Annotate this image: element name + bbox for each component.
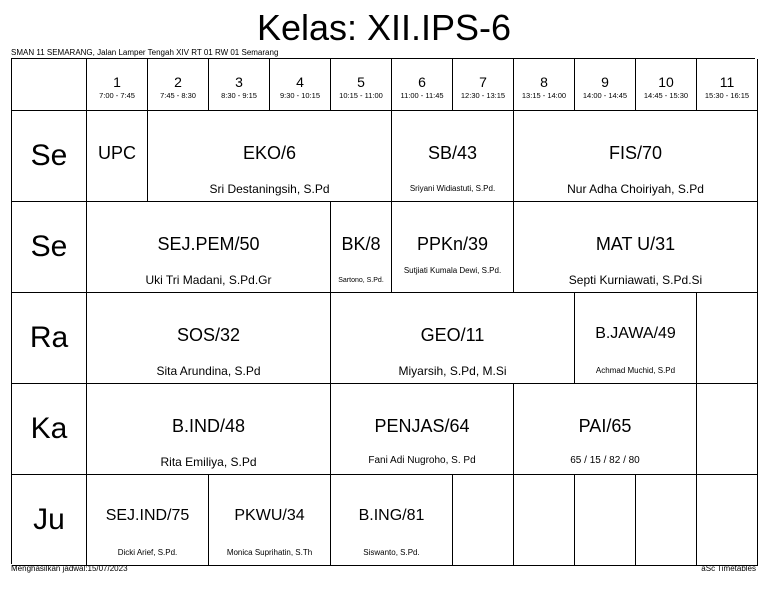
lesson-subject: PAI/65	[578, 416, 632, 436]
period-header	[148, 59, 209, 111]
period-time: 15:30 - 16:15	[704, 90, 750, 100]
lesson-subject: SOS/32	[176, 325, 241, 345]
period-time: 7:00 - 7:45	[99, 90, 135, 100]
lesson-subject: PPKn/39	[416, 234, 489, 254]
lesson-teacher: Septi Kurniawati, S.Pd.Si	[568, 273, 703, 287]
lesson-cell	[148, 111, 392, 202]
lesson-teacher: 65 / 15 / 82 / 80	[570, 455, 640, 466]
lesson-teacher: Achmad Muchid, S.Pd	[595, 366, 676, 375]
period-time: 14:00 - 14:45	[582, 90, 628, 100]
lesson-subject: B.IND/48	[171, 416, 246, 436]
period-header	[270, 59, 331, 111]
timetable-grid	[11, 58, 755, 564]
lesson-teacher: Siswanto, S.Pd.	[363, 548, 420, 557]
lesson-subject: PENJAS/64	[374, 416, 470, 436]
lesson-cell	[514, 202, 758, 293]
period-time: 11:00 - 11:45	[400, 90, 444, 100]
period-header	[636, 59, 697, 111]
page-title: Kelas: XII.IPS-6	[256, 7, 512, 48]
period-header	[87, 59, 148, 111]
period-time: 12:30 - 13:15	[460, 90, 506, 100]
lesson-subject: PKWU/34	[234, 507, 305, 524]
lesson-cell	[392, 202, 514, 293]
lesson-teacher: Nur Adha Choiriyah, S.Pd	[567, 182, 704, 196]
lesson-subject: B.JAWA/49	[595, 325, 676, 342]
lesson-teacher: Monica Suprihatin, S.Th	[226, 548, 313, 557]
period-number: 9	[601, 73, 609, 90]
period-time: 13:15 - 14:00	[521, 90, 567, 100]
period-header	[575, 59, 636, 111]
lesson-cell	[331, 384, 514, 475]
period-time: 9:30 - 10:15	[279, 90, 321, 100]
app-credit: aSc Timetables	[701, 564, 756, 573]
day-label: Ra	[12, 293, 87, 384]
period-number: 7	[479, 73, 487, 90]
period-number: 4	[296, 73, 304, 90]
empty-cell	[636, 475, 697, 566]
period-number: 11	[719, 73, 735, 90]
lesson-subject: SEJ.PEM/50	[157, 234, 260, 254]
lesson-cell	[331, 293, 575, 384]
lesson-teacher: Dicki Arief, S.Pd.	[117, 548, 178, 557]
period-number: 8	[540, 73, 548, 90]
lesson-cell	[392, 111, 514, 202]
period-header	[514, 59, 575, 111]
lesson-subject: MAT U/31	[595, 234, 676, 254]
lesson-cell	[514, 384, 697, 475]
period-number: 1	[113, 73, 121, 90]
period-time: 14:45 - 15:30	[643, 90, 689, 100]
empty-cell	[453, 475, 514, 566]
period-time: 8:30 - 9:15	[221, 90, 257, 100]
lesson-cell	[87, 202, 331, 293]
lesson-subject: B.ING/81	[358, 507, 425, 524]
lesson-subject: EKO/6	[242, 143, 297, 163]
day-label: Se	[12, 111, 87, 202]
period-header	[392, 59, 453, 111]
generated-date: Menghasilkan jadwal:15/07/2023	[11, 564, 128, 573]
day-label: Ju	[12, 475, 87, 566]
lesson-cell	[209, 475, 331, 566]
lesson-cell	[331, 202, 392, 293]
school-address: SMAN 11 SEMARANG, Jalan Lamper Tengah XIV RT 01 RW 01 Semarang	[11, 48, 279, 57]
lesson-cell	[87, 384, 331, 475]
lesson-teacher: Sartono, S.Pd.	[338, 277, 384, 284]
empty-cell	[575, 475, 636, 566]
day-label: Ka	[12, 384, 87, 475]
lesson-cell	[514, 111, 758, 202]
lesson-teacher: Sriyani Widiastuti, S.Pd.	[409, 184, 496, 193]
lesson-subject: BK/8	[341, 234, 381, 254]
empty-cell	[697, 475, 758, 566]
period-header	[331, 59, 392, 111]
lesson-subject: FIS/70	[608, 143, 663, 163]
lesson-teacher: Sri Destaningsih, S.Pd	[209, 182, 330, 196]
empty-cell	[697, 293, 758, 384]
lesson-subject: UPC	[97, 143, 136, 163]
period-number: 10	[658, 73, 674, 90]
lesson-subject: GEO/11	[420, 325, 485, 345]
lesson-cell	[87, 111, 148, 202]
period-header	[697, 59, 758, 111]
period-number: 2	[174, 73, 182, 90]
lesson-cell	[575, 293, 697, 384]
period-number: 5	[357, 73, 365, 90]
lesson-teacher: Fani Adi Nugroho, S. Pd	[368, 455, 476, 466]
empty-cell	[514, 475, 575, 566]
lesson-subject: SEJ.IND/75	[105, 507, 190, 524]
period-time: 10:15 - 11:00	[339, 90, 383, 100]
lesson-cell	[87, 475, 209, 566]
lesson-teacher: Miyarsih, S.Pd, M.Si	[398, 364, 507, 378]
lesson-teacher: Uki Tri Madani, S.Pd.Gr	[145, 273, 272, 287]
empty-cell	[697, 384, 758, 475]
lesson-teacher: Rita Emiliya, S.Pd	[160, 455, 257, 469]
corner-cell	[12, 59, 87, 111]
lesson-cell	[87, 293, 331, 384]
lesson-subject: SB/43	[427, 143, 478, 163]
day-label: Se	[12, 202, 87, 293]
lesson-teacher: Sita Arundina, S.Pd	[156, 364, 261, 378]
period-number: 3	[235, 73, 243, 90]
period-number: 6	[418, 73, 426, 90]
lesson-teacher: Sutjiati Kumala Dewi, S.Pd.	[403, 266, 502, 275]
lesson-cell	[331, 475, 453, 566]
period-time: 7:45 - 8:30	[160, 90, 196, 100]
period-header	[209, 59, 270, 111]
period-header	[453, 59, 514, 111]
